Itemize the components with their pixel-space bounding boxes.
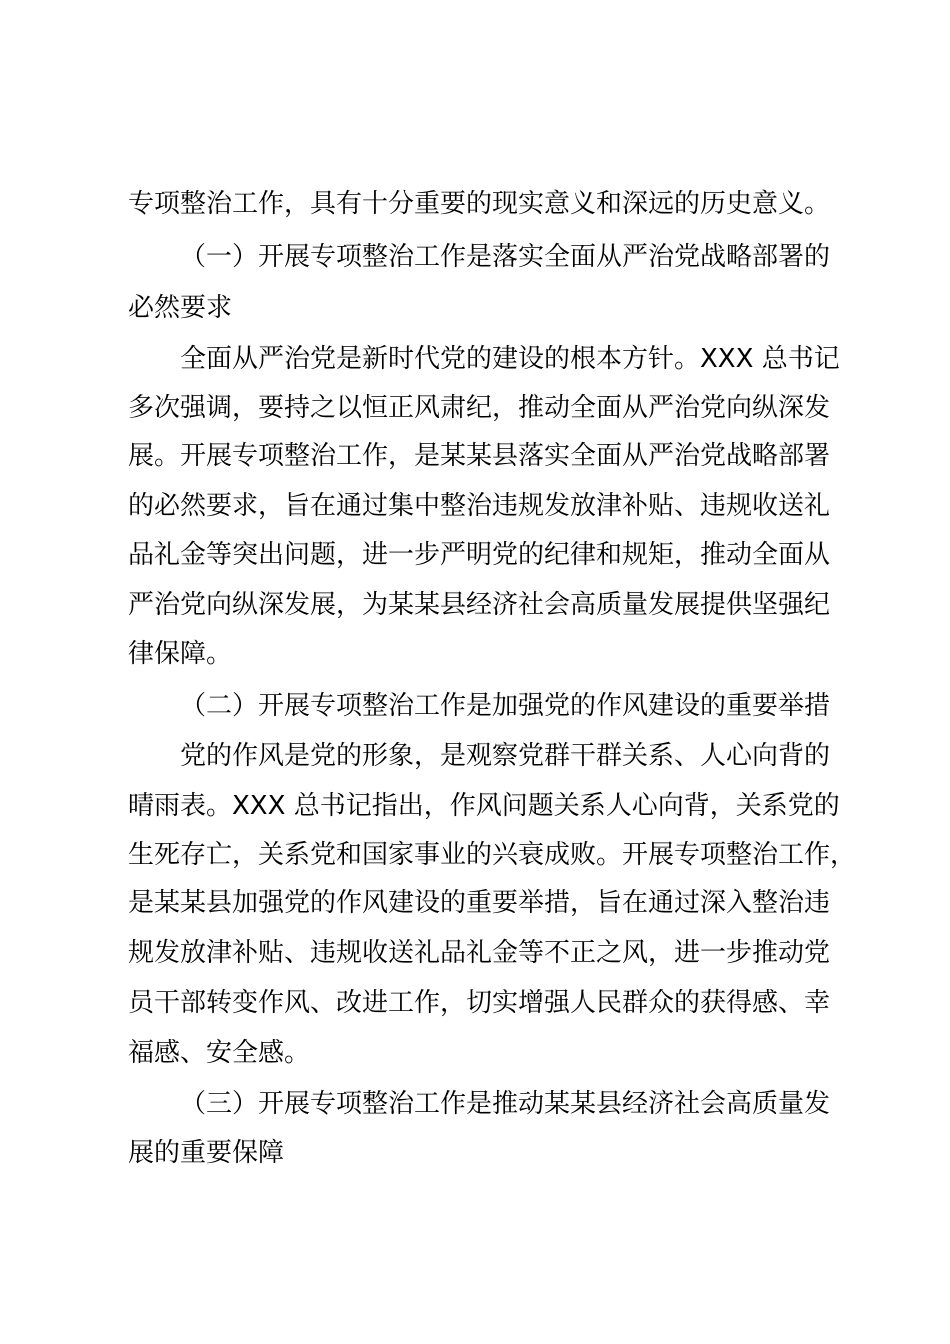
body-text-line: 多次强调，要持之以恒正风肃纪，推动全面从严治党向纵深发 <box>128 393 831 423</box>
section-heading-1-line-2: 必然要求 <box>128 293 233 323</box>
body-text-line: 是某某县加强党的作风建设的重要举措，旨在通过深入整治违 <box>128 888 831 918</box>
body-text-line: 员干部转变作风、改进工作，切实增强人民群众的获得感、幸 <box>128 988 831 1018</box>
section-heading-3-line-1: （三）开展专项整治工作是推动某某县经济社会高质量发 <box>180 1089 831 1119</box>
body-text-line: 的必然要求，旨在通过集中整治违规发放津补贴、违规收送礼 <box>128 491 831 521</box>
body-text-line: 党的作风是党的形象，是观察党群干群关系、人心向背的 <box>180 741 831 771</box>
section-heading-2: （二）开展专项整治工作是加强党的作风建设的重要举措 <box>180 691 831 721</box>
body-text-line: 全面从严治党是新时代党的建设的根本方针。XXX 总书记 <box>180 344 840 374</box>
body-text-line: 展。开展专项整治工作，是某某县落实全面从严治党战略部署 <box>128 441 831 471</box>
body-text-line: 品礼金等突出问题，进一步严明党的纪律和规矩，推动全面从 <box>128 540 831 570</box>
body-text-line: 晴雨表。XXX 总书记指出，作风问题关系人心向背，关系党的 <box>128 791 840 821</box>
body-text-line: 福感、安全感。 <box>128 1038 311 1068</box>
body-text-line: 专项整治工作，具有十分重要的现实意义和深远的历史意义。 <box>128 189 831 219</box>
body-text-line: 律保障。 <box>128 639 233 669</box>
body-text-line: 生死存亡，关系党和国家事业的兴衰成败。开展专项整治工作， <box>128 840 857 870</box>
body-text-line: 规发放津补贴、违规收送礼品礼金等不正之风，进一步推动党 <box>128 938 831 968</box>
body-text-line: 严治党向纵深发展，为某某县经济社会高质量发展提供坚强纪 <box>128 590 831 620</box>
section-heading-1-line-1: （一）开展专项整治工作是落实全面从严治党战略部署的 <box>180 242 831 272</box>
section-heading-3-line-2: 展的重要保障 <box>128 1138 285 1168</box>
